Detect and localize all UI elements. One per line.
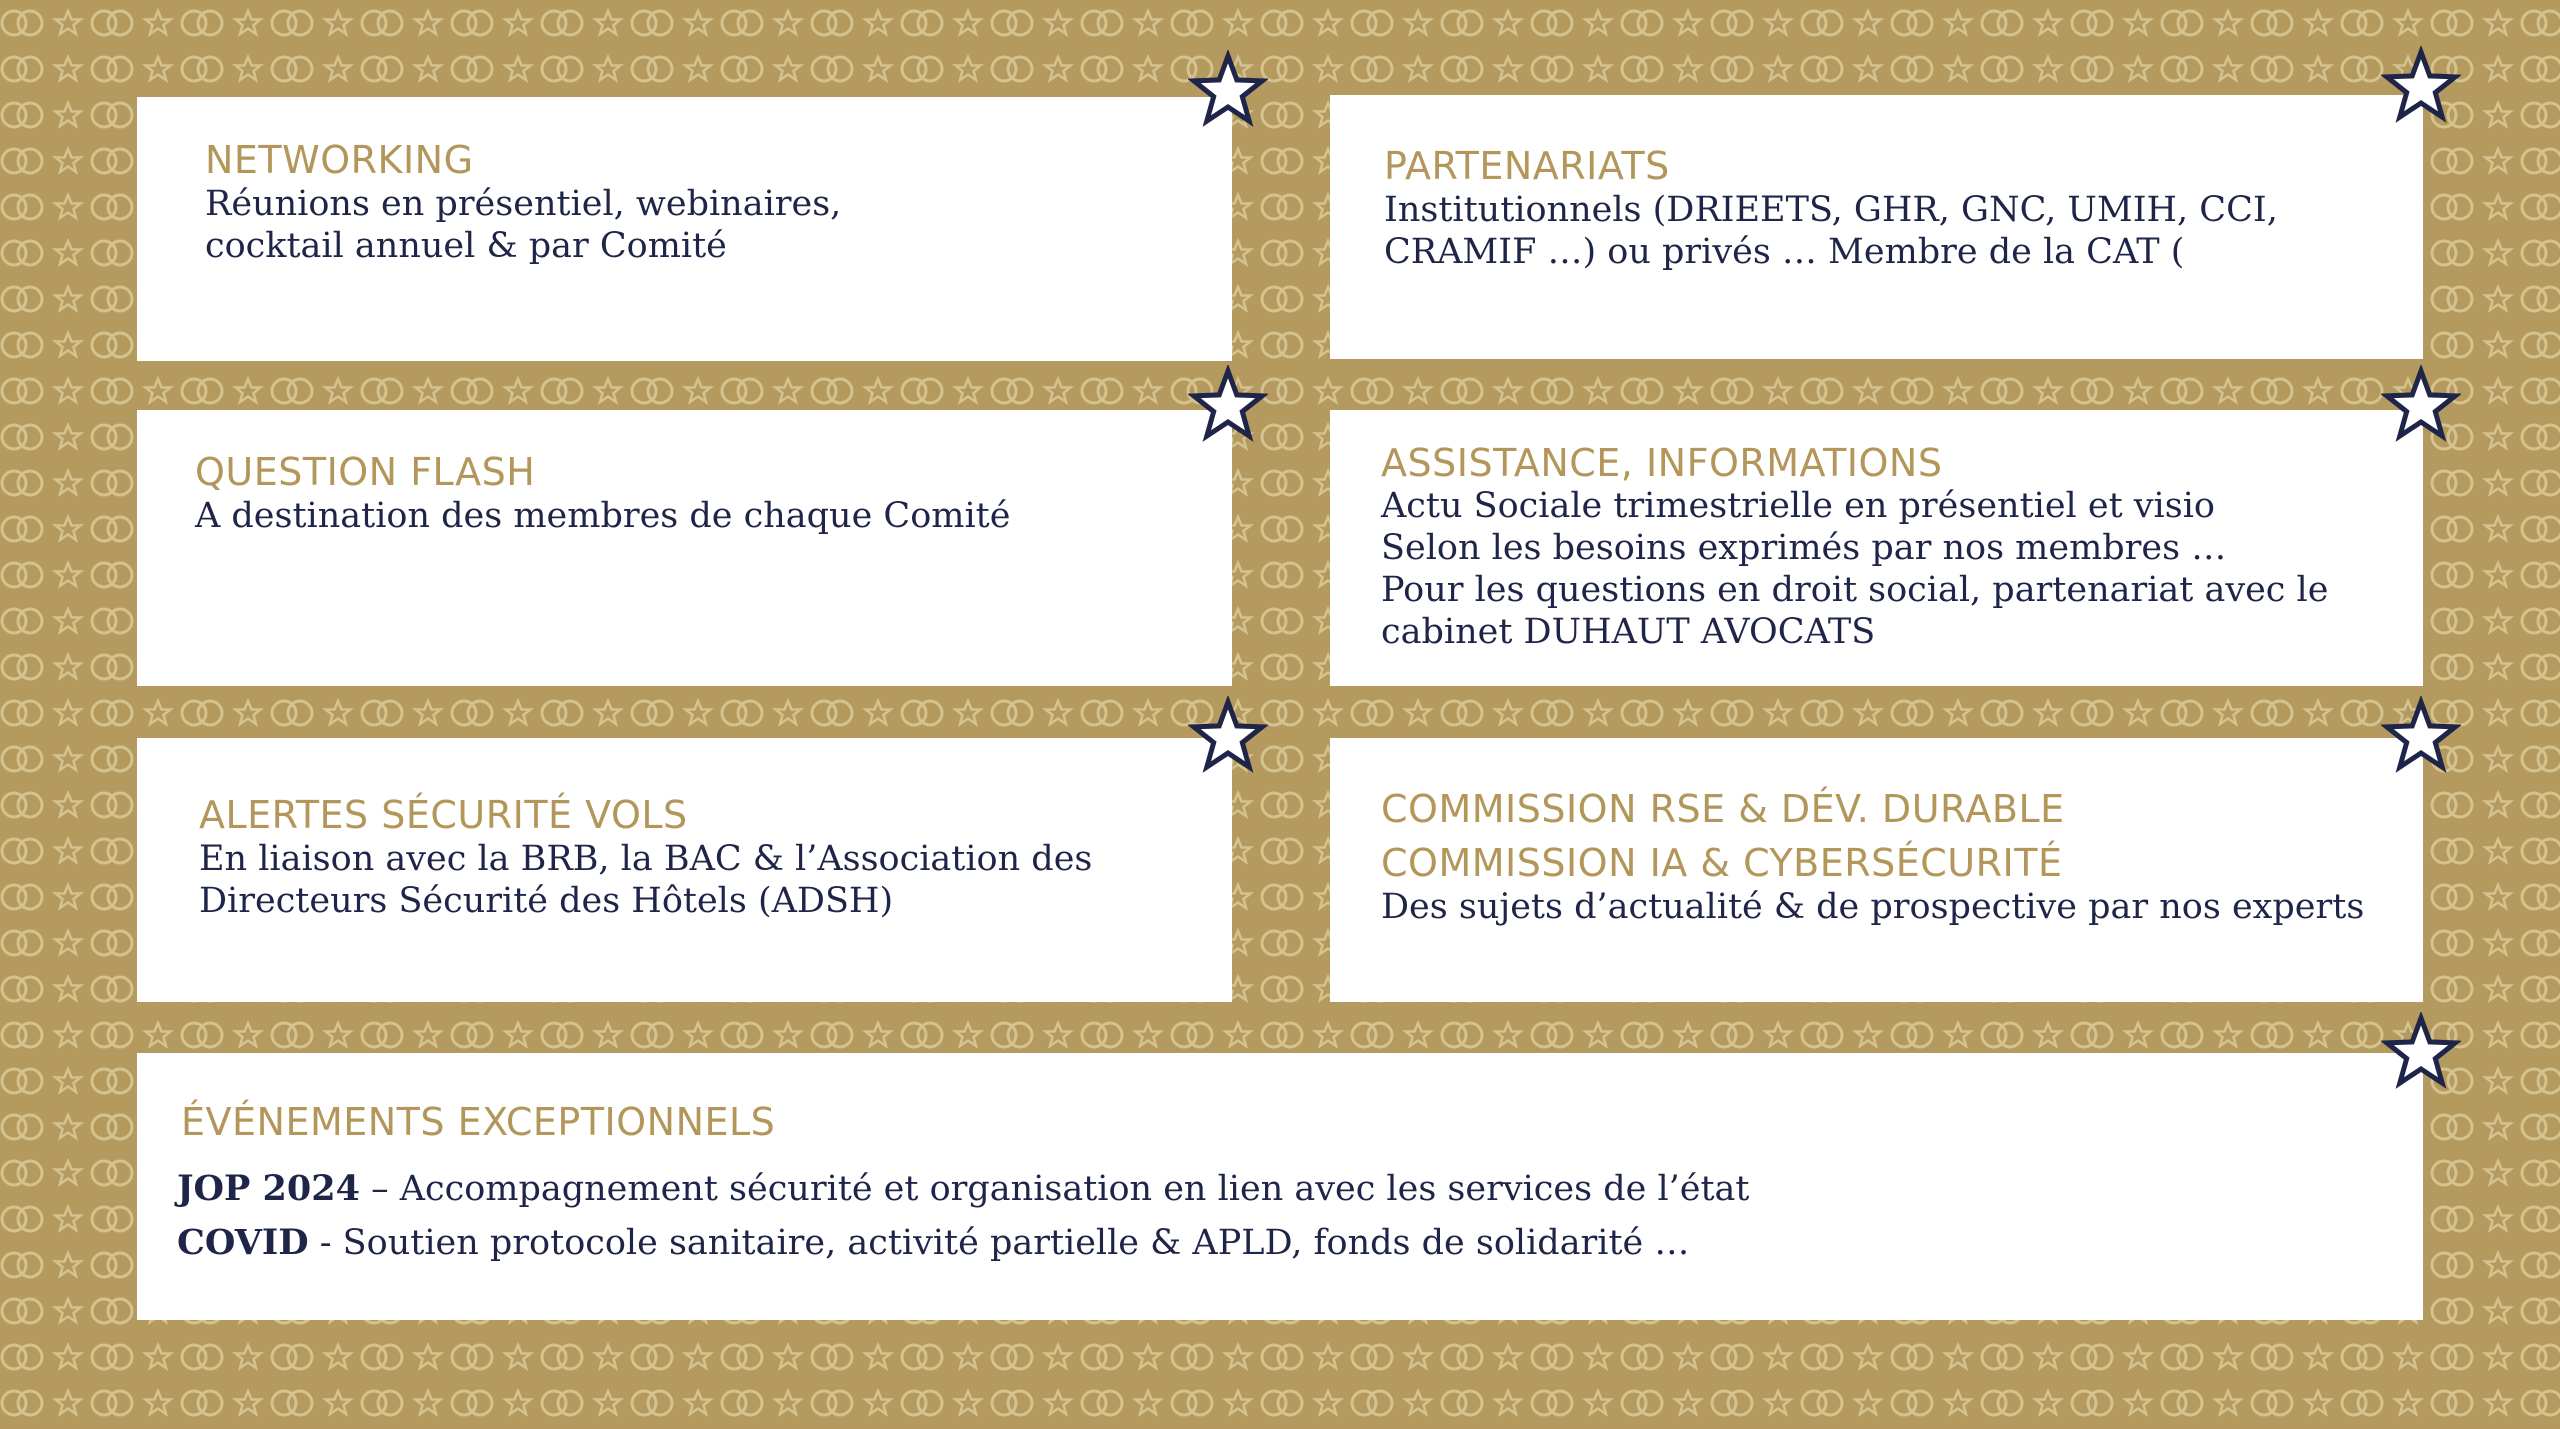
- star-outline-icon: [2381, 365, 2461, 445]
- covid-label: COVID: [177, 1222, 309, 1263]
- star-outline-icon: [1188, 696, 1268, 776]
- question-flash-line-1: A destination des membres de chaque Comité: [195, 496, 1011, 536]
- star-outline-icon: [1188, 365, 1268, 445]
- star-outline-icon: [1188, 50, 1268, 130]
- alertes-line-1: En liaison avec la BRB, la BAC & l’Association des: [199, 839, 1093, 879]
- assistance-line-1: Actu Sociale trimestrielle en présentiel et visio: [1381, 486, 2215, 526]
- star-outline-icon: [2381, 46, 2461, 126]
- partenariats-line-1: Institutionnels (DRIEETS, GHR, GNC, UMIH, CCI,: [1384, 190, 2278, 230]
- question-flash-title: QUESTION FLASH: [195, 450, 536, 494]
- partenariats-line-2: CRAMIF …) ou privés … Membre de la CAT (: [1384, 232, 2185, 272]
- commissions-line-1: Des sujets d’actualité & de prospective par nos experts: [1381, 887, 2365, 927]
- evenements-line-covid: [177, 1216, 1749, 1270]
- card-evenements: [137, 1053, 2423, 1320]
- card-networking: [137, 97, 1232, 361]
- covid-text: - Soutien protocole sanitaire, activité partielle & APLD, fonds de solidarité …: [308, 1223, 1690, 1263]
- networking-line-1: Réunions en présentiel, webinaires,: [205, 184, 842, 224]
- card-partenariats: [1330, 95, 2423, 359]
- alertes-line-2: Directeurs Sécurité des Hôtels (ADSH): [199, 881, 894, 921]
- assistance-line-3: Pour les questions en droit social, partenariat avec le: [1381, 570, 2329, 610]
- alertes-title: ALERTES SÉCURITÉ VOLS: [199, 793, 688, 837]
- networking-title: NETWORKING: [205, 138, 474, 182]
- evenements-title: ÉVÉNEMENTS EXCEPTIONNELS: [181, 1100, 776, 1144]
- jop-label: JOP 2024: [177, 1168, 360, 1209]
- assistance-title: ASSISTANCE, INFORMATIONS: [1381, 441, 1943, 485]
- card-assistance: [1330, 410, 2423, 686]
- jop-text: – Accompagnement sécurité et organisation en lien avec les services de l’état: [359, 1169, 1750, 1209]
- partenariats-title: PARTENARIATS: [1384, 144, 1670, 188]
- star-outline-icon: [2381, 696, 2461, 776]
- star-outline-icon: [2381, 1012, 2461, 1092]
- commission-ia-title: COMMISSION IA & CYBERSÉCURITÉ: [1381, 841, 2063, 885]
- card-commissions: [1330, 738, 2423, 1002]
- assistance-line-2: Selon les besoins exprimés par nos membres …: [1381, 528, 2227, 568]
- card-question-flash: [137, 410, 1232, 686]
- evenements-line-jop: [177, 1162, 1749, 1216]
- networking-line-2: cocktail annuel & par Comité: [205, 226, 727, 266]
- commission-rse-title: COMMISSION RSE & DÉV. DURABLE: [1381, 787, 2065, 831]
- card-alertes: [137, 738, 1232, 1002]
- assistance-line-4: cabinet DUHAUT AVOCATS: [1381, 612, 1876, 652]
